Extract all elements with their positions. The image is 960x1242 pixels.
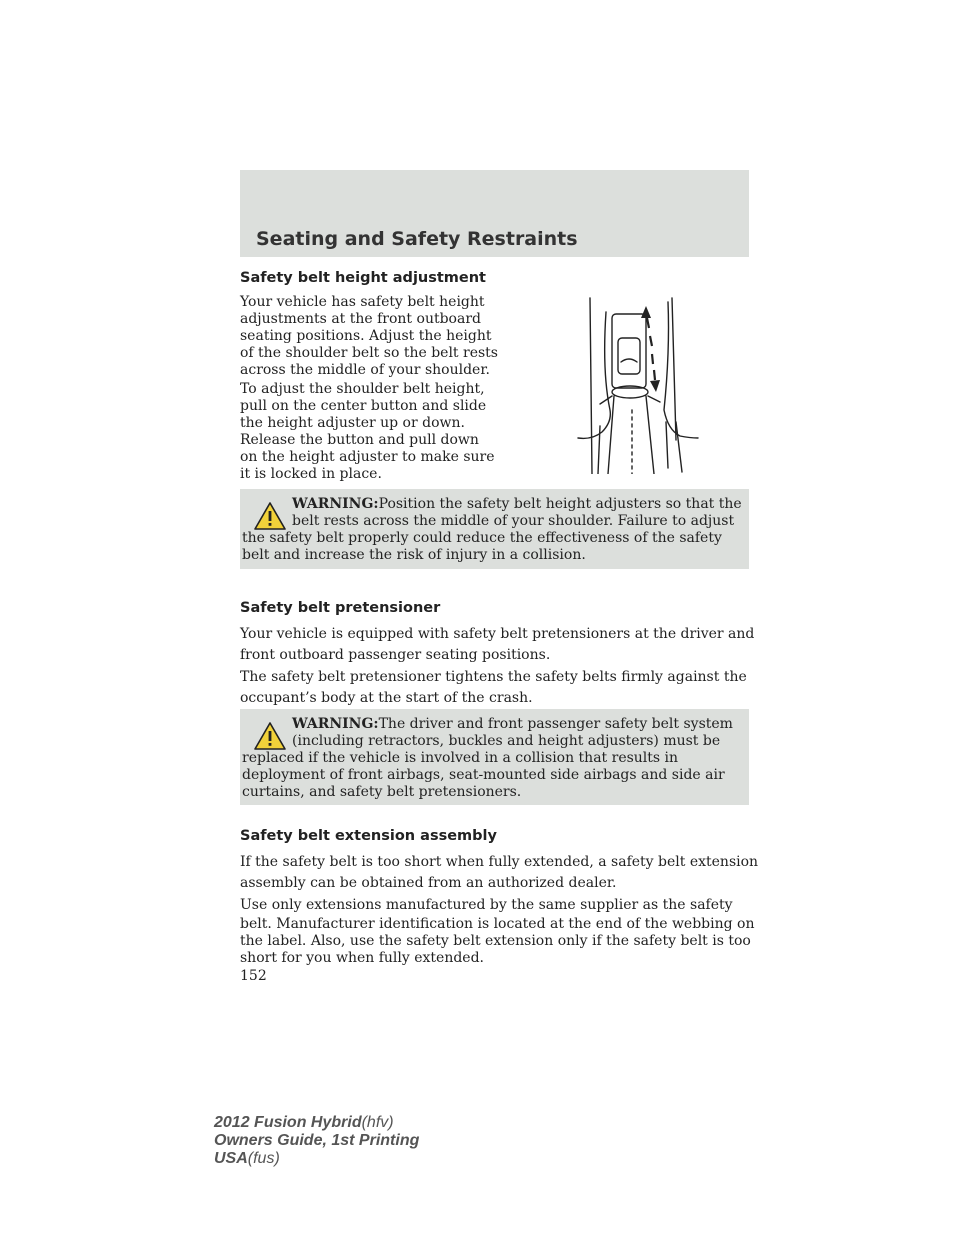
height-adjustment-para-1: Your vehicle has safety belt height adjustments at the front outboard seating positions. Adjust the height of the shoulder belt so the belt rests across the middle of your shoulder. (240, 294, 498, 378)
height-adjustment-para-2: To adjust the shoulder belt height, pull on the center button and slide the height adjuster up or down. Release the button and pull down on the height adjuster to make sure it is locked in place. (240, 381, 495, 482)
section-header-band (240, 170, 749, 257)
pretensioner-para-1: Your vehicle is equipped with safety belt pretensioners at the driver and front outboard passenger seating positions. (240, 626, 755, 663)
warning-box-pretensioner: WARNING:The driver and front passenger safety belt system (including retractors, buckles and height adjusters) must be replaced if the vehicle is involved in a collision that results in deployment of front airbags, seat-mounted side airbags and side air curtains, and safety belt pretensioners. (240, 709, 749, 805)
heading-height-adjustment: Safety belt height adjustment (240, 270, 486, 286)
extension-para-2: Use only extensions manufactured by the same supplier as the safety belt. Manufacturer identification is located at the end of the webbing on the label. Also, use the safety belt extension only if the safety belt is too short for you when fully extended. (240, 897, 755, 966)
document-footer: 2012 Fusion Hybrid(hfv) Owners Guide, 1st Printing USA(fus) (214, 1114, 420, 1167)
warning-label: WARNING: (292, 496, 379, 512)
extension-para-1: If the safety belt is too short when fully extended, a safety belt extension assembly can be obtained from an authorized dealer. (240, 854, 759, 891)
belt-height-adjuster-illustration (572, 292, 704, 478)
warning-label: WARNING: (292, 716, 379, 732)
section-title: Seating and Safety Restraints (256, 228, 578, 250)
warning-box-height-adjustment: WARNING:Position the safety belt height adjusters so that the belt rests across the middle of your shoulder. Failure to adjust the safety belt properly could reduce the effectiveness of the safety belt and increase the risk of injury in a collision. (240, 489, 749, 569)
heading-pretensioner: Safety belt pretensioner (240, 600, 441, 616)
page-number: 152 (240, 968, 267, 984)
heading-extension-assembly: Safety belt extension assembly (240, 828, 497, 844)
pretensioner-para-2: The safety belt pretensioner tightens the safety belts firmly against the occupant’s body at the start of the crash. (240, 669, 747, 706)
